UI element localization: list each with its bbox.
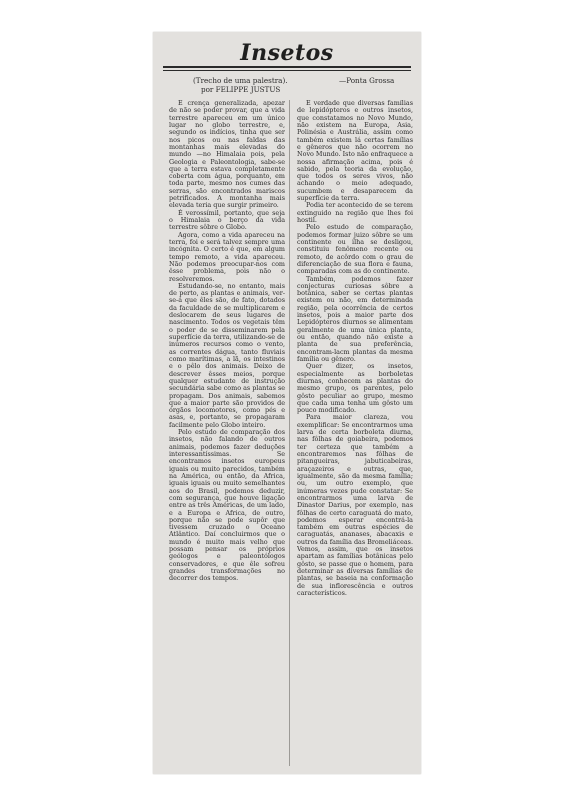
article-subtitle: (Trecho de uma palestra). xyxy=(193,76,288,85)
title-rule-top xyxy=(163,66,411,68)
article-dateline: —Ponta Grossa xyxy=(339,76,395,85)
right-paragraph-3: Pelo estudo de comparação, podemos formar juizo sôbre se um continente ou ilha se desligou, constituiu fenômeno recente ou remoto, de acôrdo com o grau de diferenciação de sua flora e fauna, comparadas com as do continente. xyxy=(297,223,413,276)
left-paragraph-2: É verossímil, portanto, que seja o Himalaia o berço da vida terrestre sôbre o Globo. xyxy=(169,208,285,232)
article-title: Insetos xyxy=(240,40,334,66)
column-divider xyxy=(289,100,290,766)
right-paragraph-1: É verdade que diversas famílias de lepidópteros e outros insetos, que constatamos no Novo Mundo, não existem na Europa, Asia, Polinésia e Austrália, assim como também existem lá certas famílias e gêneros que não ocorrem no Novo Mundo. Isto não enfraquece a nossa afirmação acima, pois é sabido, pela teoria da evolução, que todos os seres vivos, não achando o meio adequado, sucumbem e desaparecem da superfície da terra. xyxy=(297,100,413,203)
right-paragraph-4: Também, podemos fazer conjecturas curiosas sôbre a botânica, saber se certas plantas existem ou não, em determinada região, pela ocorrência de certos insetos, pois a maior parte dos Lepidópteros diurnos se alimentam geralmente de uma única planta, ou então, quando não existe a planta de sua preferência, encontram-lacm plantas da mesma família ou gênero. xyxy=(297,274,413,363)
right-paragraph-6: Para maior clareza, vou exemplificar: Se encontrarmos uma larva de certa borboleta diurna, nas fôlhas de goiabeira, podemos ter certeza que também a encontraremos nas fôlhas de pitangueiras, jabuticabeiras, araçazeiros e outras, que, igualmente, são da mesma família; ou, um outro exemplo, que inúmeras vezes pude constatar: Se encontrarmos uma larva de Dinastor Darius, por exemplo, nas fôlhas de certo caraguatá do mato, podemos esperar encontrá-la também em outras espécies de caraguatás, ananases, abacaxis e outros da família das Bromeliáceas. Vemos, assim, que os insetos apartam as famílias botânicas pelo gôsto, se passe que o homem, para determinar as diversas famílias de plantas, se baseia na conformação de sua inflorescência e outros característicos. xyxy=(297,413,413,597)
right-column xyxy=(297,100,413,770)
left-paragraph-4: Estudando-se, no entanto, mais de perto, as plantas e animais, ver-se-á que êles são, de fato, dotados da faculdade de se multiplicarem e deslocarem de seus lugares de nascimento. Todos os vegetais têm o poder de se disseminarem pela superfície da terra, utilizando-se de inúmeros recursos como o vento, as correntes dágua, tanto fluviais como marítimas, a lã, os intestinos e o pêlo dos animais. Deixo de descrever êsses meios, porque qualquer estudante de instrução secundária sabe como as plantas se propagam. Dos animais, sabemos que a maior parte são providos de órgãos locomotores, como pés e asas, e, portanto, se propagaram facilmente pelo Globo inteiro. xyxy=(169,281,285,429)
left-column xyxy=(169,100,285,770)
right-paragraph-2: Podia ter acontecido de se terem extinguido na região que lhes foi hostil. xyxy=(297,201,413,224)
left-paragraph-5: Pelo estudo de comparação dos insetos, não falando de outros animais, podemos fazer deduções interessantíssimas. Se encontramos insetos europeus iguais ou muito parecidos, também na América, ou então, da Africa, iguais iguais ou muito semelhantes aos do Brasil, podemos deduzir, com segurança, que houve ligação entre as três Américas, de um lado, e a Europa e Africa, de outro, porque não se pode supôr que tivessem cruzado o Oceano Atlântico. Daí concluirmos que o mundo é muito mais velho que possam pensar os próprios geólogos e paleontólogos conservadores, e que êle sofreu grandes transformações no decorrer dos tempos. xyxy=(169,428,285,583)
article-byline: por FELIPPE JUSTUS xyxy=(201,85,281,94)
title-rule-bottom xyxy=(163,70,411,71)
newspaper-clipping xyxy=(153,32,421,774)
left-paragraph-3: Agora, como a vida apareceu na terra, foi e será talvez sempre uma incógnita. O certo é que, em algum tempo remoto, a vida apareceu. Não podemos preocupar-nos com êsse problema, pois não o resolveremos. xyxy=(169,230,285,283)
left-paragraph-1: É crença generalizada, apezar de não se poder provar, que a vida terrestre apareceu em um único lugar no globo terrestre, e, segundo os indícios, tinha que ser nos picos ou nas faldas das montanhas mais elevadas do mundo —no Himalaia pois, pela Geologia e Paleontologia, sabe-se que a terra estava completamente coberta com água, porquanto, em toda parte, mesmo nos cumes das serras, são encontrados mariscos petrificados. A montanha mais elevada teria que surgir primeiro. xyxy=(169,100,285,210)
right-paragraph-5: Quer dizer, os insetos, especialmente as borboletas diurnas, conhecem as plantas do mesmo grupo, os parentes, pelo gôsto peculiar ao grupo, mesmo que cada uma tenha um gôsto um pouco modificado. xyxy=(297,362,413,415)
